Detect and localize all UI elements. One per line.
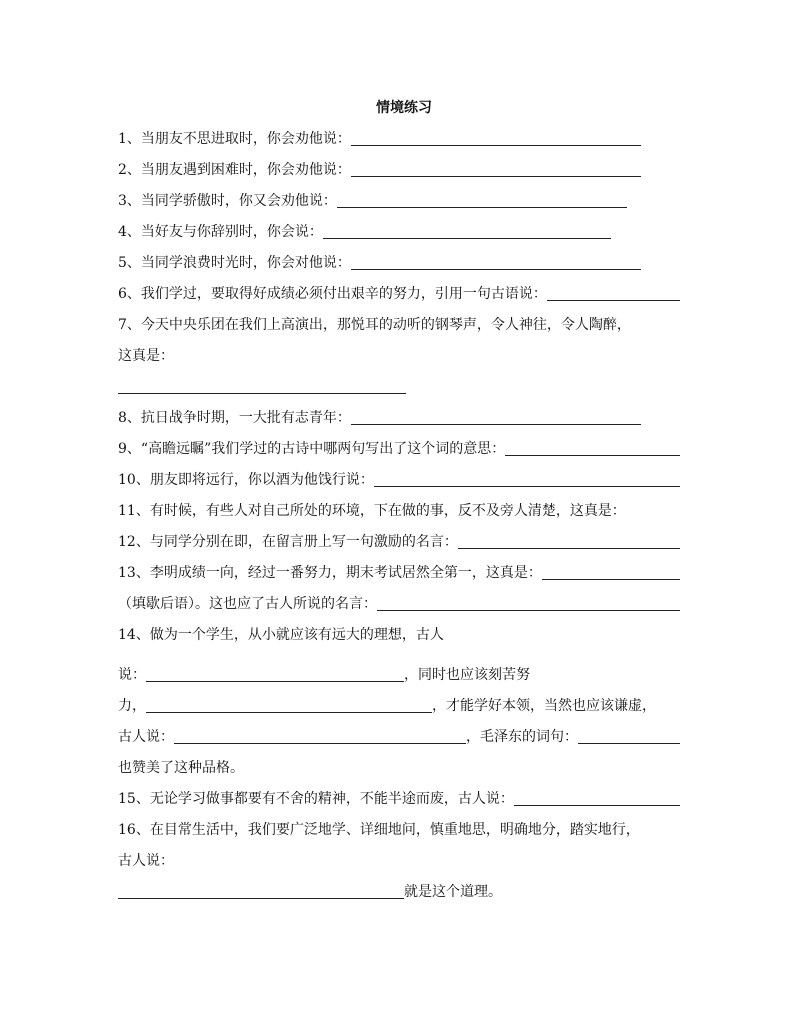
- question-10-text: 10、朋友即将远行，你以酒为他饯行说：: [118, 472, 374, 488]
- question-11: [118, 491, 680, 522]
- answer-blank-3[interactable]: [337, 191, 627, 208]
- question-14-line-4: [118, 717, 680, 748]
- question-7: [118, 305, 680, 336]
- question-14-text-2b: ，同时也应该刻苦努: [404, 667, 530, 683]
- question-1: [118, 120, 680, 150]
- question-16-text-continued: 古人说：: [118, 853, 174, 869]
- question-5-text: 5、当同学浪费时光时，你会对他说：: [118, 255, 351, 271]
- question-16-text-end: 就是这个道理。: [404, 884, 502, 900]
- question-12: [118, 522, 680, 553]
- question-3: [118, 181, 680, 212]
- question-3-text: 3、当同学骄傲时，你又会劝他说：: [118, 193, 337, 209]
- question-13-continued: [118, 584, 680, 615]
- answer-blank-7[interactable]: [118, 377, 406, 394]
- question-7-continued: [118, 336, 680, 367]
- question-2-text: 2、当朋友遇到困难时，你会劝他说：: [118, 162, 351, 178]
- question-14: [118, 615, 680, 646]
- question-7-answer-line: [118, 367, 680, 398]
- answer-blank-15[interactable]: [514, 789, 680, 806]
- question-7-text-continued: 这真是：: [118, 348, 174, 364]
- worksheet: [118, 96, 680, 903]
- question-2: [118, 150, 680, 181]
- question-7-text: 7、今天中央乐团在我们上高演出，那悦耳的动听的钢琴声，令人神往，令人陶醉，: [118, 317, 631, 333]
- question-9-text: 9、“高瞻远瞩”我们学过的古诗中哪两句写出了这个词的意思：: [118, 441, 506, 457]
- question-16-text: 16、在目常生活中，我们要广泛地学、详细地问，慎重地思，明确地分，踏实地行，: [118, 822, 640, 838]
- question-6-text: 6、我们学过，要取得好成绩必须付出艰辛的努力，引用一句古语说：: [118, 286, 547, 302]
- question-14-text-2a: 说：: [118, 667, 146, 683]
- question-14-text-3b: ，才能学好本领，当然也应该谦虚，: [432, 698, 656, 714]
- question-8: [118, 398, 680, 429]
- question-5: [118, 243, 680, 274]
- answer-blank-6[interactable]: [547, 284, 680, 301]
- question-6: [118, 274, 680, 305]
- question-14-text-5: 也赞美了这种品格。: [118, 760, 244, 776]
- answer-blank-10[interactable]: [374, 470, 680, 487]
- answer-blank-12[interactable]: [458, 532, 680, 549]
- answer-blank-13b[interactable]: [377, 594, 680, 611]
- question-4-text: 4、当好友与你辞别时，你会说：: [118, 224, 323, 240]
- question-9: [118, 429, 680, 460]
- question-15: [118, 779, 680, 810]
- question-14-text-4a: 古人说：: [118, 729, 174, 745]
- question-14-text: 14、做为一个学生，从小就应该有远大的理想，古人: [118, 627, 444, 643]
- question-12-text: 12、与同学分别在即，在留言册上写一句激励的名言：: [118, 534, 458, 550]
- answer-blank-14c[interactable]: [174, 727, 466, 744]
- answer-blank-9[interactable]: [505, 439, 680, 456]
- question-14-line-2: [118, 646, 680, 686]
- question-11-text: 11、有时候，有些人对自己所处的环境，下在做的事，反不及旁人清楚，这真是：: [118, 503, 626, 519]
- answer-blank-1[interactable]: [351, 129, 641, 146]
- answer-blank-4[interactable]: [323, 222, 611, 239]
- answer-blank-5[interactable]: [351, 253, 641, 270]
- question-10: [118, 460, 680, 491]
- answer-blank-2[interactable]: [351, 160, 641, 177]
- question-8-text: 8、抗日战争时期，一大批有志青年：: [118, 410, 351, 426]
- answer-blank-16[interactable]: [118, 882, 404, 899]
- question-13-text: 13、李明成绩一向，经过一番努力，期末考试居然全第一，这真是：: [118, 565, 542, 581]
- question-13-text-continued: （填歇后语）。这也应了古人所说的名言：: [118, 596, 377, 612]
- question-14-line-5: [118, 748, 680, 779]
- answer-blank-13a[interactable]: [542, 563, 680, 580]
- answer-blank-14a[interactable]: [146, 665, 404, 682]
- question-14-text-3a: 力，: [118, 698, 146, 714]
- answer-blank-14d[interactable]: [578, 727, 680, 744]
- question-14-text-4b: ，毛泽东的词句：: [466, 729, 578, 745]
- answer-blank-8[interactable]: [351, 408, 641, 425]
- question-15-text: 15、无论学习做事都要有不舍的精神，不能半途而废，古人说：: [118, 791, 514, 807]
- answer-blank-14b[interactable]: [146, 696, 432, 713]
- question-16: [118, 810, 680, 841]
- question-13: [118, 553, 680, 584]
- question-16-answer-line: [118, 872, 680, 903]
- question-16-continued: [118, 841, 680, 872]
- worksheet-title: 情境练习: [376, 100, 432, 116]
- question-1-text: 1、当朋友不思进取时，你会劝他说：: [118, 131, 351, 147]
- question-4: [118, 212, 680, 243]
- question-14-line-3: [118, 686, 680, 717]
